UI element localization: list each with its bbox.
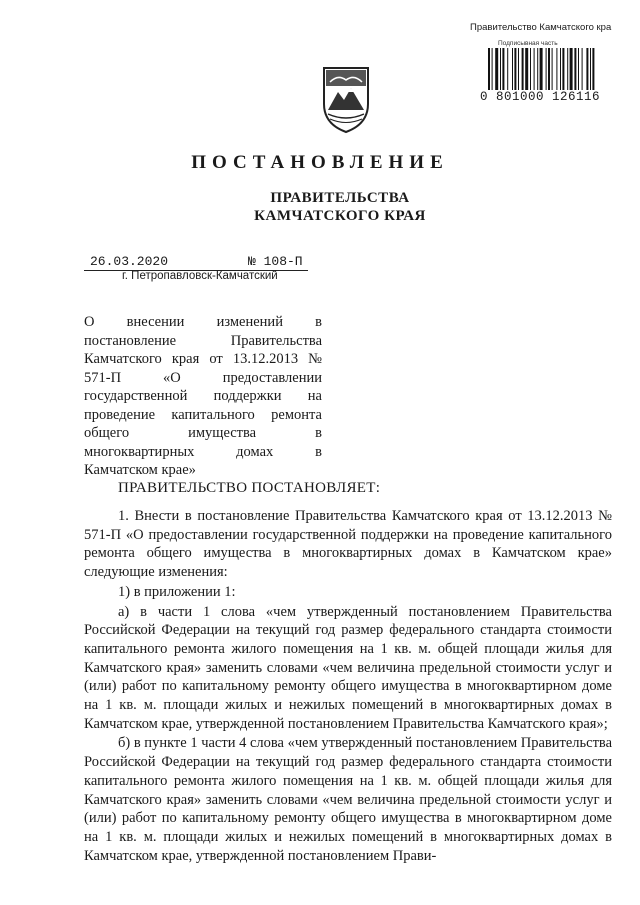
kamchatka-coat-of-arms-icon xyxy=(318,62,374,134)
barcode-digits: 0 801000 126116 xyxy=(480,90,601,104)
barcode-icon xyxy=(488,48,626,90)
document-city: г. Петропавловск-Камчатский xyxy=(122,270,278,282)
document-type-title: ПОСТАНОВЛЕНИЕ xyxy=(191,152,449,173)
organization-line-1: ПРАВИТЕЛЬСТВА xyxy=(270,190,410,206)
document-body xyxy=(84,507,612,865)
document-number: № 108-П xyxy=(248,254,303,269)
barcode-owner-label: Правительство Камчатского кра xyxy=(470,22,612,33)
document-subject: О внесении изменений в постановление Правительства Камчатского края от 13.12.2013 № 571-П «О предоставлении государственной поддержки на проведение капитального ремонта общего имущества в многоквартирных домах в Камчатском крае» xyxy=(84,314,322,478)
document-date: 26.03.2020 xyxy=(90,254,169,269)
body-paragraph: 1. Внести в постановление Правительства Камчатского края от 13.12.2013 № 571-П «О предоставлении государственной поддержки на проведение капитального ремонта общего имущества в многоквартирных домах в Камчатском крае» следующие изменения: xyxy=(84,508,612,581)
body-paragraph: 1) в приложении 1: xyxy=(118,583,236,600)
organization-line-2: КАМЧАТСКОГО КРАЯ xyxy=(254,208,426,224)
body-paragraph: а) в части 1 слова «чем утвержденный постановлением Правительства Российской Федерации на текущий год размер федерального стандарта стоимости капитального ремонта жилого помещения на 1 кв. м. общей площади жилья для Камчатского края» заменить словами «чем величина предельной стоимости услуг и (или) работ по капитальному ремонту общего имущества в многоквартирном доме на 1 кв. м. площади жилых и нежилых помещений в многоквартирных домах в Камчатском крае, утвержденной постановлением Правительства Камчатского края»; xyxy=(84,603,612,732)
body-paragraph: б) в пункте 1 части 4 слова «чем утвержденный постановлением Правительства Российской Федерации на текущий год размер федерального стандарта стоимости капитального ремонта жилого помещения на 1 кв. м. общей площади жилья для Камчатского края» заменить словами «чем величина предельной стоимости услуг и (или) работ по капитальному ремонту общего имущества в многоквартирном доме на 1 кв. м. площади жилых и нежилых помещений в многоквартирных домах в Камчатском крае, утвержденной постановлением Прави- xyxy=(84,735,612,864)
barcode-subtitle: Подписывная часть xyxy=(498,40,558,47)
resolves-heading: ПРАВИТЕЛЬСТВО ПОСТАНОВЛЯЕТ: xyxy=(118,480,381,496)
